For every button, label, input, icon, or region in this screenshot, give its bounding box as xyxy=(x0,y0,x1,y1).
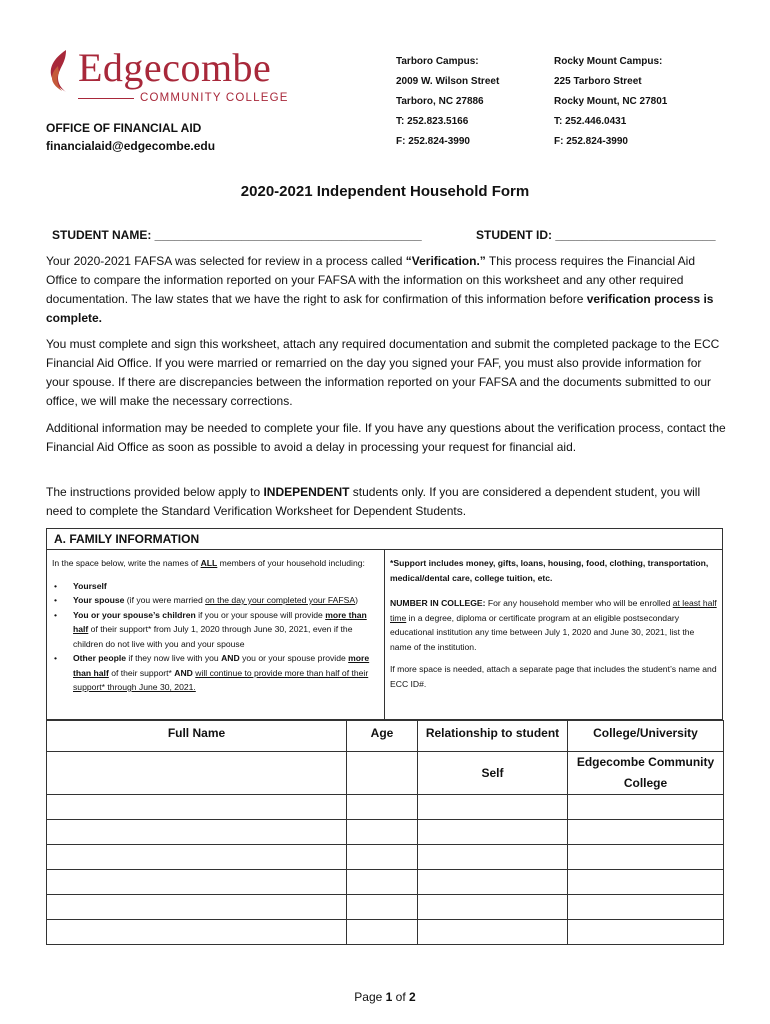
office-name: OFFICE OF FINANCIAL AID xyxy=(46,121,202,135)
support-definition xyxy=(390,556,718,585)
bullet-spouse-underline: on the day your completed your FAFSA xyxy=(205,595,356,605)
bullet-children-more-than-half: more than half xyxy=(73,609,367,634)
student-id-field[interactable]: STUDENT ID: ________________________ xyxy=(476,228,716,242)
name-cell[interactable] xyxy=(47,870,347,895)
list-item xyxy=(52,651,378,695)
p4-text-a: The instructions provided below apply to xyxy=(46,485,264,499)
table-row xyxy=(47,895,724,920)
rocky-phone: T: 252.446.0431 xyxy=(554,116,627,127)
student-name-field[interactable]: STUDENT NAME: ________________________________________ xyxy=(52,228,422,242)
table-row xyxy=(47,920,724,945)
table-row xyxy=(47,820,724,845)
age-cell[interactable] xyxy=(347,795,418,820)
bullet-others-more-than-half: more than half xyxy=(73,653,370,678)
name-cell[interactable] xyxy=(47,795,347,820)
age-cell[interactable] xyxy=(347,845,418,870)
page-of: of xyxy=(392,990,410,1004)
p1-text-c: This process requires the Financial Aid Office to compare the information reported on your FAFSA with the information on this worksheet and any other required documentation. The law states that we have the right to ask for confirmation of this information before xyxy=(46,254,696,306)
tarboro-fax: F: 252.824-3990 xyxy=(396,136,470,147)
number-in-college-half-time: at least half time xyxy=(390,598,717,623)
table-row xyxy=(47,795,724,820)
intro-c: members of your household including: xyxy=(217,558,365,568)
tarboro-street: 2009 W. Wilson Street xyxy=(396,76,500,87)
college-logo-subtitle: COMMUNITY COLLEGE xyxy=(140,92,289,104)
list-item xyxy=(52,593,378,608)
relationship-cell[interactable] xyxy=(418,870,568,895)
rocky-street: 225 Tarboro Street xyxy=(554,76,642,87)
name-cell[interactable] xyxy=(47,820,347,845)
support-notes xyxy=(390,556,718,691)
college-cell[interactable] xyxy=(568,795,724,820)
rocky-fax: F: 252.824-3990 xyxy=(554,136,628,147)
office-block xyxy=(46,119,215,155)
relationship-cell[interactable] xyxy=(418,920,568,945)
bullet-others-bold: Other people xyxy=(73,653,127,663)
table-header-row xyxy=(47,721,724,752)
instructions-paragraph xyxy=(46,335,726,411)
more-space-note: If more space is needed, attach a separate page that includes the student’s name and ECC ID#. xyxy=(390,664,717,689)
rocky-mount-campus-info xyxy=(554,52,667,152)
page-label: Page xyxy=(354,990,386,1004)
age-cell[interactable] xyxy=(347,820,418,845)
rocky-title: Rocky Mount Campus: xyxy=(554,56,663,67)
p3-text: Additional information may be needed to complete your file. If you have any questions about the verification process, contact the Financial Aid Office as soon as possible to avoid a delay in processing your request for financial aid. xyxy=(46,421,726,454)
rocky-city: Rocky Mount, NC 27801 xyxy=(554,96,668,107)
page-number xyxy=(0,990,770,1004)
relationship-cell[interactable] xyxy=(418,895,568,920)
independent-note-paragraph xyxy=(46,483,726,521)
p2-text: You must complete and sign this worksheet, attach any required documentation and submit the completed package to the ECC Financial Aid Office. If you were married or remarried on the day you signed your FAF, you must also provide information for your spouse. If there are discrepancies between the information reported on your FAFSA and the documents submitted to our office, we will make the necessary corrections. xyxy=(46,337,720,408)
list-item xyxy=(52,579,378,594)
college-cell[interactable] xyxy=(568,870,724,895)
relationship-cell: Self xyxy=(418,752,568,795)
bullet-spouse-bold: Your spouse xyxy=(73,595,125,605)
college-cell[interactable] xyxy=(568,845,724,870)
bullet-children-rest: of their support* from July 1, 2020 through June 30, 2021, even if the children do not live with you and your spouse xyxy=(73,624,353,649)
intro-paragraph xyxy=(46,252,726,328)
bullet-others-provide: you or your spouse provide xyxy=(239,653,349,663)
age-cell[interactable] xyxy=(347,895,418,920)
list-item xyxy=(52,608,378,652)
section-a-divider xyxy=(384,550,385,720)
p1-verification-term: “Verification.” xyxy=(405,254,486,268)
additional-info-paragraph xyxy=(46,419,726,457)
number-in-college-rest: in a degree, diploma or certificate program at an eligible postsecondary educational institution any time between July 1, 2020 and June 30, 2021, list the name of the institution. xyxy=(390,612,695,652)
tarboro-city: Tarboro, NC 27886 xyxy=(396,96,484,107)
tarboro-title: Tarboro Campus: xyxy=(396,56,479,67)
p1-text-a: Your 2020-2021 FAFSA was selected for review in a process called xyxy=(46,254,406,268)
bullet-others-text: if they now live with you xyxy=(126,653,222,663)
section-a-heading: A. FAMILY INFORMATION xyxy=(46,528,723,550)
number-in-college-note xyxy=(390,596,718,654)
bullet-children-text: if you or your spouse will provide xyxy=(195,609,326,620)
intro-a: In the space below, write the names of xyxy=(52,558,201,568)
page-total: 2 xyxy=(409,990,416,1004)
relationship-cell[interactable] xyxy=(418,845,568,870)
p4-text-c: students only. If you are considered a dependent student, you will need to complete the Standard Verification Worksheet for Dependent Students. xyxy=(46,485,701,518)
page-current: 1 xyxy=(385,990,393,1004)
name-cell[interactable] xyxy=(47,895,347,920)
bullet-spouse-text: (if you were married xyxy=(124,595,206,605)
header-age: Age xyxy=(347,721,418,752)
form-title: 2020-2021 Independent Household Form xyxy=(240,183,530,200)
header-relationship: Relationship to student xyxy=(418,721,568,752)
age-cell[interactable] xyxy=(347,920,418,945)
bullet-others-and: AND xyxy=(221,653,240,663)
flame-logo-icon xyxy=(44,48,74,94)
number-in-college-label: NUMBER IN COLLEGE: xyxy=(390,598,486,608)
tarboro-phone: T: 252.823.5166 xyxy=(396,116,469,127)
bullet-yourself: Yourself xyxy=(73,580,107,591)
college-cell[interactable] xyxy=(568,820,724,845)
college-logo-wordmark: Edgecombe xyxy=(78,45,272,90)
tarboro-campus-info xyxy=(396,52,499,152)
bullet-others-continue: will continue to provide more than half xyxy=(195,667,340,678)
logo-rule xyxy=(78,98,134,99)
household-members-list xyxy=(52,579,378,695)
office-email: financialaid@edgecombe.edu xyxy=(46,139,216,153)
support-definition-text: *Support includes money, gifts, loans, housing, food, clothing, transportation, medical/dental care, college tuition, etc. xyxy=(390,558,709,583)
relationship-cell[interactable] xyxy=(418,820,568,845)
college-cell[interactable] xyxy=(568,920,724,945)
table-row xyxy=(47,752,724,795)
age-cell[interactable] xyxy=(347,870,418,895)
age-cell[interactable] xyxy=(347,752,418,795)
header-college: College/University xyxy=(568,721,724,752)
p1-text-d: verification process is complete. xyxy=(46,292,714,325)
household-members-table xyxy=(46,720,724,945)
bullet-children-bold: You or your spouse’s children xyxy=(73,609,196,620)
table-row xyxy=(47,845,724,870)
household-instructions xyxy=(52,556,378,695)
name-cell[interactable] xyxy=(47,920,347,945)
college-cell[interactable] xyxy=(568,895,724,920)
name-cell[interactable] xyxy=(47,752,347,795)
intro-all: ALL xyxy=(200,558,218,568)
table-row xyxy=(47,870,724,895)
name-cell[interactable] xyxy=(47,845,347,870)
household-intro xyxy=(52,556,378,571)
number-in-college-text: For any household member who will be enrolled xyxy=(485,598,673,608)
header-full-name: Full Name xyxy=(47,721,347,752)
bullet-others-and2: AND xyxy=(174,667,193,678)
bullet-spouse-close: ) xyxy=(355,595,359,605)
p4-independent-term: INDEPENDENT xyxy=(263,485,350,499)
bullet-others-end: of their support* through June 30, 2021. xyxy=(73,667,369,692)
relationship-cell[interactable] xyxy=(418,795,568,820)
bullet-others-support: of their support* xyxy=(108,667,175,678)
college-cell: Edgecombe Community College xyxy=(568,752,724,795)
